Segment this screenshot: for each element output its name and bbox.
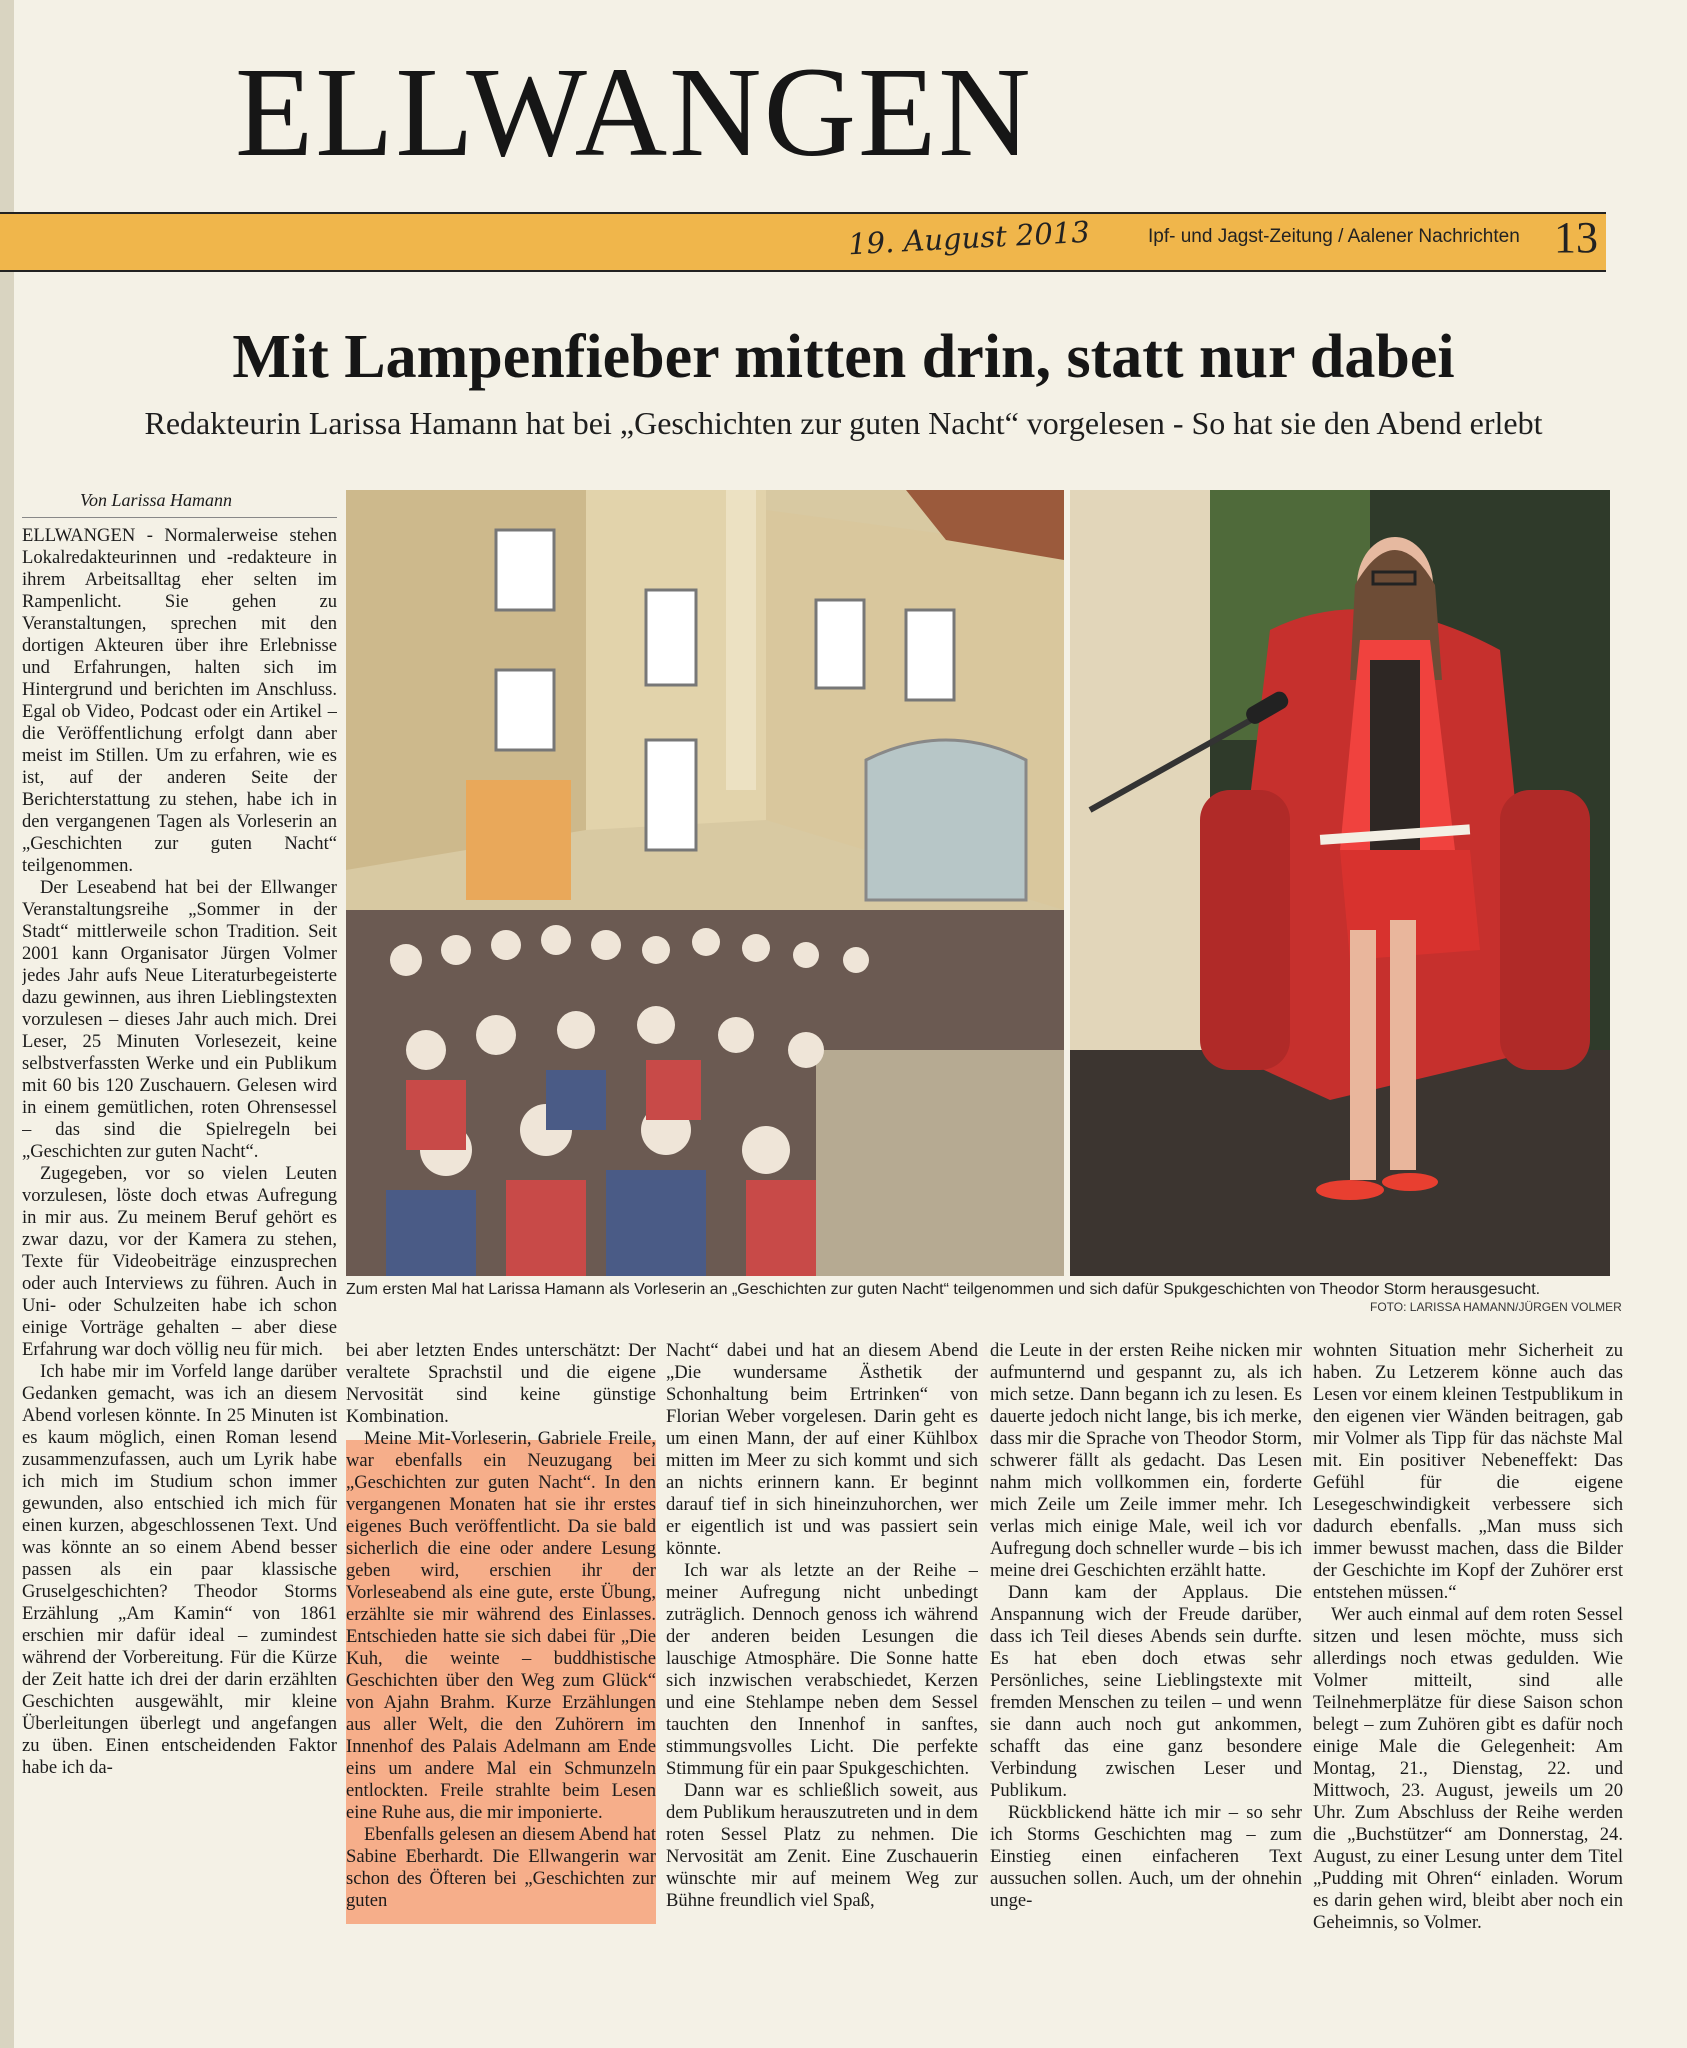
paragraph: wohnten Situation mehr Sicherheit zu haben. Zu Letzerem könne auch das Lesen vor einem kleinen Testpublikum in den eigenen vier Wänden beitragen, gab mir Volmer als Tipp für das nächste Mal mit. Ein positiver Nebeneffekt: Das Gefühl für die eigene Lesegeschwindigkeit verbessere sich dadurch ebenfalls. „Man muss sich immer bewusst machen, dass die Bilder der Geschichte im Kopf der Zuhörer erst entstehen müssen.“ (1313, 1340, 1623, 1603)
paragraph: Ebenfalls gelesen an diesem Abend hat Sabine Eberhardt. Die Ellwangerin war schon des Öfteren bei „Geschichten zur guten (346, 1824, 656, 1911)
bleed-through-text (1000, 50, 1640, 160)
paragraph: Nacht“ dabei und hat an diesem Abend „Die wundersame Ästhetik der Schonhaltung beim Ertrinken“ von Florian Weber vorgelesen. Darin geht es um einen Mann, der auf einer Kühlbox mitten im Meer zu sich kommt und sich an nichts erinnern kann. Er beginnt darauf tief in sich hineinzuhorchen, wer er eigentlich ist und was passiert sein könnte. (666, 1340, 978, 1559)
newspaper-name: Ipf- und Jagst-Zeitung / Aalener Nachrichten (1148, 226, 1520, 247)
masthead-title: ELLWANGEN (235, 41, 1033, 183)
photo-credit: FOTO: LARISSA HAMANN/JÜRGEN VOLMER (1370, 1300, 1622, 1314)
page-number: 13 (1554, 213, 1598, 262)
paragraph: Dann kam der Applaus. Die Anspannung wich der Freude darüber, dass ich Teil dieses Abends sein durfte. Es hat eben doch etwas sehr Persönliches, seine Lieblingstexte mit fremden Menschen zu teilen – und wenn sie dann auch noch gut ankommen, schafft das eine ganz besondere Verbindung zwischen Leser und Publikum. (990, 1582, 1302, 1801)
paragraph: Zugegeben, vor so vielen Leuten vorzulesen, löste doch etwas Aufregung in mir aus. Zu meinem Beruf gehört es zwar dazu, vor der Kamera zu stehen, Texte für Videobeiträge einzusprechen oder auch Interviews zu führen. Auch in Uni- oder Schulzeiten habe ich schon einige Vorträge gehalten – aber diese Erfahrung war doch völlig neu für mich. (22, 1163, 337, 1360)
byline-rule (22, 517, 337, 518)
paragraph: Rückblickend hätte ich mir – so sehr ich Storms Geschichten mag – zum Einstieg einen einfacheren Text aussuchen sollen. Auch, um der ohnehin unge- (990, 1802, 1302, 1911)
paragraph: Dann war es schließlich soweit, aus dem Publikum herauszutreten und in dem roten Sessel Platz zu nehmen. Die Nervosität am Zenit. Eine Zuschauerin wünschte mir auf meinem Weg zur Bühne freundlich viel Spaß, (666, 1780, 978, 1911)
paragraph: Ich war als letzte an der Reihe – meiner Aufregung nicht unbedingt zuträglich. Dennoch genoss ich während der anderen beiden Lesungen die lauschige Atmosphäre. Die Sonne hatte sich inzwischen verabschiedet, Kerzen und eine Stehlampe neben dem Sessel tauchten den Innenhof in sanftes, stimmungsvolles Licht. Die perfekte Stimmung für ein paar Spukgeschichten. (666, 1560, 978, 1779)
handwritten-date: 19. August 2013 (847, 214, 1091, 262)
photo-caption: Zum ersten Mal hat Larissa Hamann als Vorleserin an „Geschichten zur guten Nacht“ teilgenommen und sich dafür Spukgeschichten von Theodor Storm herausgesucht. (346, 1281, 1541, 1298)
paragraph: bei aber letzten Endes unterschätzt: Der veraltete Sprachstil und die eigene Nervosität sind keine günstige Kombination. (346, 1340, 656, 1427)
armchair-illustration (1070, 490, 1610, 1276)
article-column-5 (1313, 1340, 1623, 2016)
article-headline: Mit Lampenfieber mitten drin, statt nur dabei (232, 323, 1455, 391)
paragraph: Ich habe mir im Vorfeld lange darüber Gedanken gemacht, was ich an diesem Abend vorlesen könnte. In 25 Minuten ist es kaum möglich, einen Roman lesend zusammenzufassen, auch um Lyrik habe ich mich im Studium schon immer gewunden, also entschied ich mich für einen kurzen, abgeschlossenen Text. Und was könnte an so einem Abend besser passen als ein paar klassische Gruselgeschichten? Theodor Storms Erzählung „Am Kamin“ von 1861 erschien mir dafür ideal – zumindest während der Vorbereitung. Für die Kürze der Zeit hatte ich drei der darin erzählten Geschichten ausgewählt, mir kleine Überleitungen überlegt und angefangen zu üben. Einen entscheidenden Faktor habe ich da- (22, 1361, 337, 1778)
paragraph: Der Leseabend hat bei der Ellwanger Veranstaltungsreihe „Sommer in der Stadt“ mittlerweile schon Tradition. Seit 2001 kann Organisator Jürgen Volmer jedes Jahr aufs Neue Literaturbegeisterte dazu gewinnen, aus ihren Lieblingstexten vorzulesen – dieses Jahr auch mich. Drei Leser, 25 Minuten Vorlesezeit, keine selbstverfassten Werke und ein Publikum mit 60 bis 120 Zuschauern. Gelesen wird in einem gemütlichen, roten Ohrensessel – das sind die Spielregeln bei „Geschichten zur guten Nacht“. (22, 877, 337, 1162)
paragraph: ELLWANGEN - Normalerweise stehen Lokalredakteurinnen und -redakteure in ihrem Arbeitsalltag eher selten im Rampenlicht. Sie gehen zu Veranstaltungen, sprechen mit den dortigen Akteuren über ihre Erlebnisse und Erfahrungen, halten sich im Hintergrund und berichten im Anschluss. Egal ob Video, Podcast oder ein Artikel – die Veröffentlichung erfolgt dann aber meist im Stillen. Um zu erfahren, wie es ist, auf der anderen Seite der Berichterstattung zu stehen, habe ich in den vergangenen Tagen als Vorleserin an „Geschichten zur guten Nacht“ teilgenommen. (22, 525, 337, 876)
byline: Von Larissa Hamann (80, 490, 233, 510)
paragraph-highlighted: Meine Mit-Vorleserin, Gabriele Freile, war ebenfalls ein Neuzugang bei „Geschichten zur guten Nacht“. In den vergangenen Monaten hat sie ihr erstes eigenes Buch veröffentlicht. Da sie bald sicherlich die eine oder andere Lesung geben wird, erschien ihr der Vorleseabend als eine gute, erste Übung, erzählte sie mir während des Einlasses. Entschieden hatte sie sich dabei für „Die Kuh, die weinte – buddhistische Geschichten über den Weg zum Glück“ von Ajahn Brahm. Kurze Erzählungen aus aller Welt, die den Zuhörern im Innenhof des Palais Adelmann am Ende eins um andere Mal ein Schmunzeln entlockten. Freile strahlte beim Lesen eine Ruhe aus, die mir imponierte. (346, 1428, 656, 1823)
photo-courtyard-audience (346, 490, 1064, 1276)
paragraph: Wer auch einmal auf dem roten Sessel sitzen und lesen möchte, muss sich allerdings noch etwas gedulden. Wie Volmer mitteilt, sind alle Teilnehmerplätze für diese Saison schon belegt – zum Zuhören gibt es dafür noch einige Male die Gelegenheit: Am Montag, 21., Dienstag, 22. und Mittwoch, 23. August, jeweils um 20 Uhr. Zum Abschluss der Reihe werden die „Buchstützer“ am Donnerstag, 24. August, zu einer Lesung unter dem Titel „Pudding mit Ohren“ einladen. Worum es darin gehen wird, bleibt aber noch ein Geheimnis, so Volmer. (1313, 1604, 1623, 1933)
article-subhead: Redakteurin Larissa Hamann hat bei „Geschichten zur guten Nacht“ vorgelesen - So hat sie den Abend erlebt (144, 405, 1543, 441)
paragraph: die Leute in der ersten Reihe nicken mir aufmunternd und gespannt zu, als ich mich setze. Dann begann ich zu lesen. Es dauerte jedoch nicht lange, bis ich merke, dass mir die Sprache von Theodor Storm, schwerer fällt als gedacht. Das Lesen nahm mich vollkommen ein, forderte mich Zeile um Zeile immer mehr. Ich verlas mich einige Male, weil ich vor Aufregung doch schneller wurde – bis ich meine drei Geschichten erzählt hatte. (990, 1340, 1302, 1581)
article-column-1 (22, 525, 337, 2015)
photo-reader-armchair (1070, 490, 1610, 1276)
courtyard-illustration (346, 490, 1064, 1276)
article-column-3 (666, 1340, 978, 2016)
article-column-2 (346, 1340, 656, 2016)
page-edge (0, 0, 14, 2048)
article-column-4 (990, 1340, 1302, 2016)
